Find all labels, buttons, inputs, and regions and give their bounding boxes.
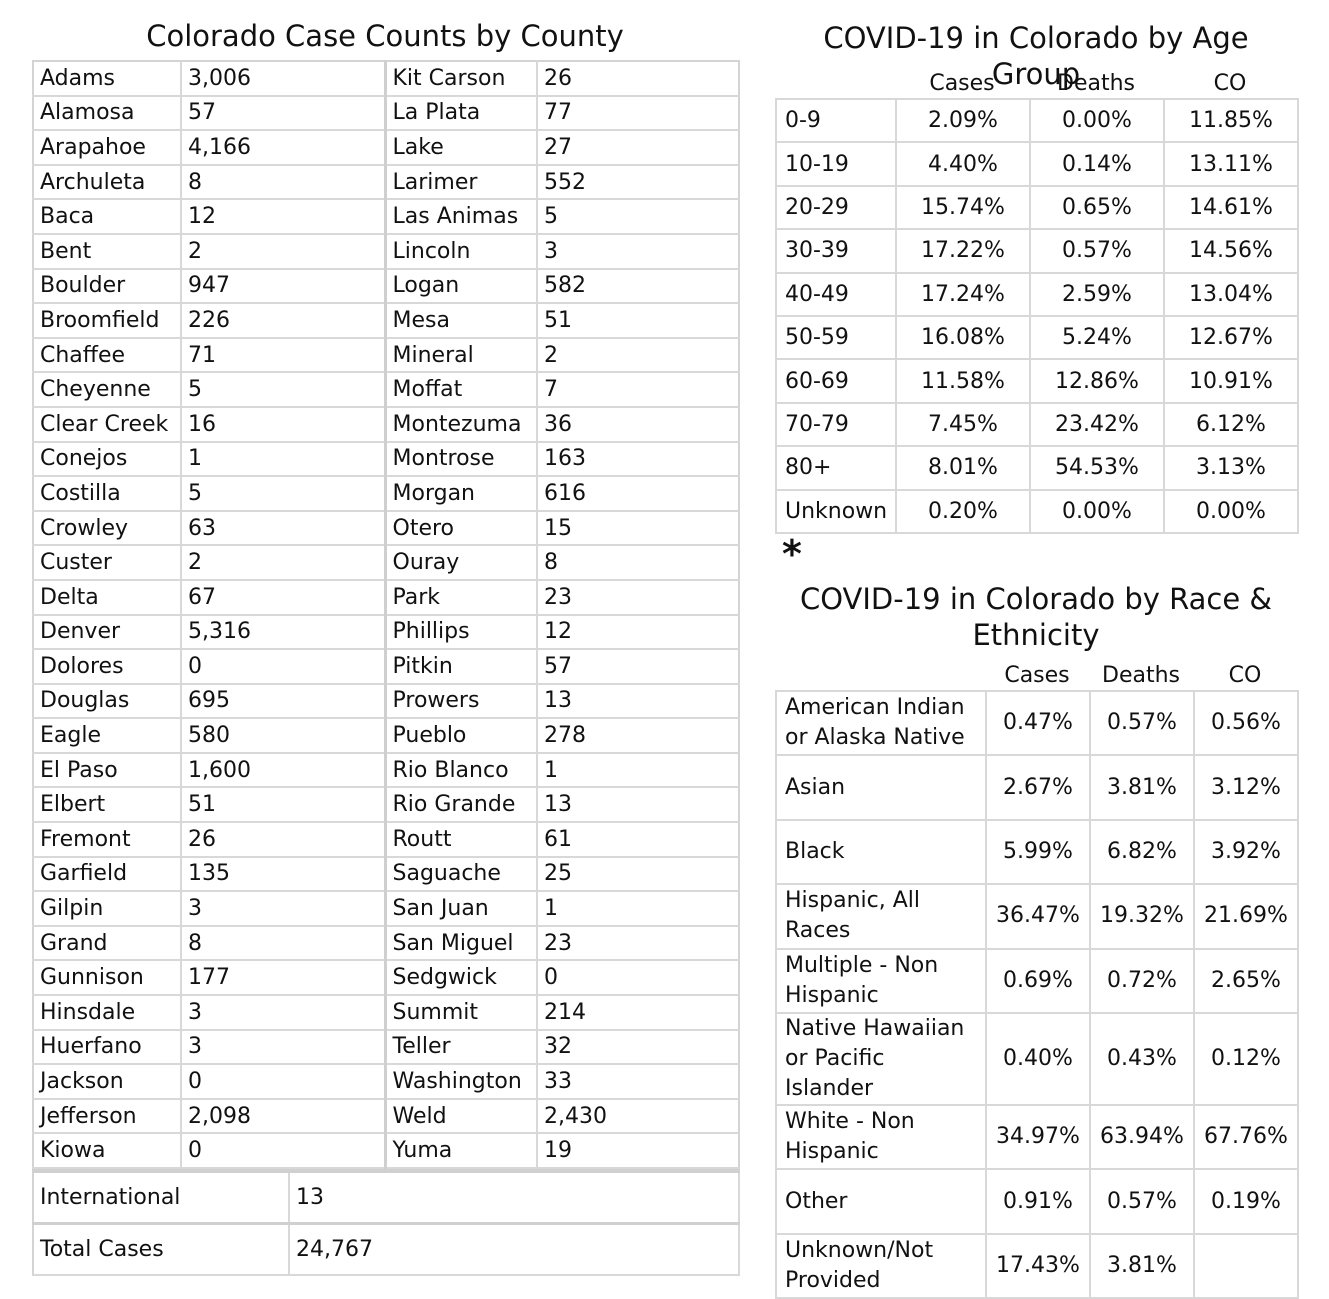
county-cases: 12 [181,199,385,234]
county-cases: 32 [537,1030,739,1065]
county-cases: 552 [537,165,739,200]
county-row [33,857,739,892]
race-deaths-pct: 3.81% [1090,1234,1194,1298]
race-group-label: Black [776,820,986,884]
county-row [33,1030,739,1065]
age-cases-pct: 0.20% [896,490,1030,533]
county-name: Dolores [33,649,181,684]
age-cases-pct: 8.01% [896,446,1030,489]
county-name: Cheyenne [33,372,181,407]
county-name: Phillips [385,615,537,650]
county-cases: 0 [181,649,385,684]
county-row [33,960,739,995]
county-name: El Paso [33,753,181,788]
county-row [33,718,739,753]
county-row [33,1064,739,1099]
county-name: Logan [385,269,537,304]
county-row [33,407,739,442]
county-cases: 1 [537,891,739,926]
age-co-pct: 14.61% [1164,186,1298,229]
county-name: Sedgwick [385,960,537,995]
race-ethnicity-table [775,690,1299,1299]
international-label: International [33,1171,289,1223]
age-deaths-pct: 0.00% [1030,99,1164,142]
county-name: Otero [385,511,537,546]
county-name: Jackson [33,1064,181,1099]
county-row [33,891,739,926]
county-name: Gilpin [33,891,181,926]
race-group-label: Other [776,1169,986,1233]
county-row [33,61,739,96]
age-co-pct: 12.67% [1164,316,1298,359]
county-name: Morgan [385,476,537,511]
county-cases: 15 [537,511,739,546]
county-cases: 71 [181,338,385,373]
race-group-label: White - Non Hispanic [776,1105,986,1169]
age-group-label: 0-9 [776,99,896,142]
race-co-pct: 21.69% [1194,884,1298,948]
county-name: Washington [385,1064,537,1099]
county-cases: 5 [537,199,739,234]
total-cases-label: Total Cases [33,1223,289,1275]
county-cases: 214 [537,995,739,1030]
age-deaths-pct: 0.00% [1030,490,1164,533]
race-row [776,1013,1298,1105]
county-name: Custer [33,545,181,580]
county-cases: 1 [537,753,739,788]
county-row [33,649,739,684]
age-row [776,446,1298,489]
county-name: Kit Carson [385,61,537,96]
race-deaths-pct: 0.43% [1090,1013,1194,1105]
county-cases: 3 [181,995,385,1030]
race-row [776,755,1298,819]
race-deaths-pct: 63.94% [1090,1105,1194,1169]
county-name: Kiowa [33,1133,181,1168]
age-row [776,359,1298,402]
county-name: Routt [385,822,537,857]
county-name: Costilla [33,476,181,511]
county-cases: 3 [181,891,385,926]
age-cases-pct: 11.58% [896,359,1030,402]
county-name: Broomfield [33,303,181,338]
county-cases: 582 [537,269,739,304]
county-cases: 77 [537,96,739,131]
county-row [33,545,739,580]
age-deaths-pct: 0.57% [1030,229,1164,272]
age-row [776,316,1298,359]
age-group-label: 20-29 [776,186,896,229]
county-cases: 5 [181,476,385,511]
race-cases-pct: 0.47% [986,691,1090,755]
county-cases: 8 [181,165,385,200]
county-row [33,926,739,961]
age-group-label: 50-59 [776,316,896,359]
race-group-label: American Indian or Alaska Native [776,691,986,755]
race-group-label: Unknown/Not Provided [776,1234,986,1298]
county-cases: 8 [537,545,739,580]
age-deaths-pct: 0.14% [1030,142,1164,185]
county-row [33,753,739,788]
age-group-label: 80+ [776,446,896,489]
age-row [776,403,1298,446]
race-deaths-pct: 0.72% [1090,949,1194,1013]
race-co-pct: 67.76% [1194,1105,1298,1169]
county-name: Pueblo [385,718,537,753]
race-header-cases: Cases [1004,663,1070,688]
county-cases: 33 [537,1064,739,1099]
race-row [776,949,1298,1013]
county-name: Chaffee [33,338,181,373]
county-name: Las Animas [385,199,537,234]
race-co-pct: 0.19% [1194,1169,1298,1233]
age-row [776,186,1298,229]
county-cases: 2 [181,545,385,580]
county-row [33,199,739,234]
county-cases: 4,166 [181,130,385,165]
county-name: Fremont [33,822,181,857]
county-name: Hinsdale [33,995,181,1030]
county-row [33,338,739,373]
county-name: La Plata [385,96,537,131]
county-cases: 3 [537,234,739,269]
county-name: Elbert [33,787,181,822]
county-cases: 67 [181,580,385,615]
race-group-label: Multiple - Non Hispanic [776,949,986,1013]
county-name: Summit [385,995,537,1030]
race-row [776,1105,1298,1169]
county-name: Baca [33,199,181,234]
race-group-label: Asian [776,755,986,819]
county-name: San Miguel [385,926,537,961]
age-cases-pct: 17.24% [896,273,1030,316]
race-deaths-pct: 3.81% [1090,755,1194,819]
race-deaths-pct: 19.32% [1090,884,1194,948]
county-cases: 23 [537,580,739,615]
county-row [33,615,739,650]
race-cases-pct: 0.91% [986,1169,1090,1233]
county-row [33,130,739,165]
county-cases: 25 [537,857,739,892]
county-name: Lincoln [385,234,537,269]
county-name: Boulder [33,269,181,304]
county-cases: 26 [537,61,739,96]
county-cases: 2 [181,234,385,269]
age-group-table [775,98,1299,534]
county-cases: 7 [537,372,739,407]
race-co-pct [1194,1234,1298,1298]
county-cases: 947 [181,269,385,304]
county-row [33,442,739,477]
county-name: Moffat [385,372,537,407]
county-row [33,165,739,200]
county-cases: 51 [181,787,385,822]
race-cases-pct: 0.40% [986,1013,1090,1105]
international-row [33,1171,739,1223]
county-cases: 0 [181,1133,385,1168]
age-group-label: 60-69 [776,359,896,402]
race-row [776,1234,1298,1298]
age-co-pct: 14.56% [1164,229,1298,272]
age-co-pct: 10.91% [1164,359,1298,402]
international-value: 13 [289,1171,739,1223]
county-row [33,1133,739,1168]
county-name: Larimer [385,165,537,200]
race-row [776,1169,1298,1233]
race-co-pct: 3.92% [1194,820,1298,884]
county-name: Weld [385,1099,537,1134]
age-group-label: 40-49 [776,273,896,316]
race-header-deaths: Deaths [1102,663,1180,688]
county-cases: 616 [537,476,739,511]
county-cases: 23 [537,926,739,961]
county-name: Teller [385,1030,537,1065]
age-co-pct: 6.12% [1164,403,1298,446]
race-deaths-pct: 6.82% [1090,820,1194,884]
county-cases: 1 [181,442,385,477]
county-name: Rio Grande [385,787,537,822]
county-name: Grand [33,926,181,961]
race-row [776,884,1298,948]
county-cases: 2 [537,338,739,373]
race-row [776,820,1298,884]
race-deaths-pct: 0.57% [1090,691,1194,755]
age-header-cases: Cases [929,71,995,96]
county-table-title: Colorado Case Counts by County [146,19,624,53]
race-cases-pct: 36.47% [986,884,1090,948]
race-ethnicity-panel [775,578,1297,1299]
county-name: Alamosa [33,96,181,131]
race-deaths-pct: 0.57% [1090,1169,1194,1233]
age-co-pct: 13.11% [1164,142,1298,185]
age-co-pct: 0.00% [1164,490,1298,533]
county-name: Montrose [385,442,537,477]
age-header-co: CO [1213,71,1247,96]
county-cases: 177 [181,960,385,995]
race-co-pct: 0.56% [1194,691,1298,755]
county-row [33,787,739,822]
county-row [33,580,739,615]
county-name: Clear Creek [33,407,181,442]
county-name: Yuma [385,1133,537,1168]
county-cases: 26 [181,822,385,857]
county-cases: 13 [537,684,739,719]
race-co-pct: 2.65% [1194,949,1298,1013]
county-summary-table [32,1169,740,1276]
county-name: Huerfano [33,1030,181,1065]
race-cases-pct: 2.67% [986,755,1090,819]
age-header-deaths: Deaths [1057,71,1135,96]
county-name: Montezuma [385,407,537,442]
county-name: Delta [33,580,181,615]
county-name: Conejos [33,442,181,477]
race-cases-pct: 0.69% [986,949,1090,1013]
age-row [776,142,1298,185]
county-name: Mineral [385,338,537,373]
county-name: Garfield [33,857,181,892]
county-name: Lake [385,130,537,165]
county-cases: 0 [181,1064,385,1099]
total-cases-row [33,1223,739,1275]
age-cases-pct: 7.45% [896,403,1030,446]
age-cases-pct: 16.08% [896,316,1030,359]
county-name: Mesa [385,303,537,338]
county-name: Rio Blanco [385,753,537,788]
county-cases: 2,098 [181,1099,385,1134]
age-deaths-pct: 12.86% [1030,359,1164,402]
race-co-pct: 3.12% [1194,755,1298,819]
county-cases: 13 [537,787,739,822]
county-cases: 19 [537,1133,739,1168]
county-cases: 2,430 [537,1099,739,1134]
county-cases: 36 [537,407,739,442]
age-cases-pct: 2.09% [896,99,1030,142]
race-table-title: COVID-19 in Colorado by Race & Ethnicity [799,582,1273,652]
county-cases: 63 [181,511,385,546]
race-row [776,691,1298,755]
county-cases: 3 [181,1030,385,1065]
county-name: Jefferson [33,1099,181,1134]
county-row [33,476,739,511]
age-row [776,229,1298,272]
county-name: Saguache [385,857,537,892]
county-name: Gunnison [33,960,181,995]
county-name: San Juan [385,891,537,926]
county-table [32,60,740,1169]
age-co-pct: 13.04% [1164,273,1298,316]
age-group-label: Unknown [776,490,896,533]
county-name: Ouray [385,545,537,580]
county-cases: 5,316 [181,615,385,650]
age-row [776,99,1298,142]
race-header-co: CO [1228,663,1262,688]
age-cases-pct: 15.74% [896,186,1030,229]
county-row [33,995,739,1030]
county-row [33,234,739,269]
county-cases: 16 [181,407,385,442]
county-name: Bent [33,234,181,269]
county-name: Prowers [385,684,537,719]
race-table-header [775,654,1297,690]
age-table-title: COVID-19 in Colorado by Age Group [823,21,1249,91]
county-name: Eagle [33,718,181,753]
county-cases: 8 [181,926,385,961]
county-cases: 27 [537,130,739,165]
age-deaths-pct: 5.24% [1030,316,1164,359]
county-name: Pitkin [385,649,537,684]
age-deaths-pct: 54.53% [1030,446,1164,489]
county-row [33,269,739,304]
age-co-pct: 11.85% [1164,99,1298,142]
age-group-label: 30-39 [776,229,896,272]
county-cases: 1,600 [181,753,385,788]
county-cases: 580 [181,718,385,753]
county-name: Arapahoe [33,130,181,165]
race-group-label: Native Hawaiian or Pacific Islander [776,1013,986,1105]
race-cases-pct: 5.99% [986,820,1090,884]
age-group-label: 70-79 [776,403,896,446]
county-name: Denver [33,615,181,650]
age-cases-pct: 4.40% [896,142,1030,185]
county-name: Archuleta [33,165,181,200]
county-cases: 57 [537,649,739,684]
county-cases: 61 [537,822,739,857]
age-cases-pct: 17.22% [896,229,1030,272]
county-cases: 278 [537,718,739,753]
county-cases: 5 [181,372,385,407]
age-row [776,273,1298,316]
age-row [776,490,1298,533]
asterisk-note-marker: * [782,532,802,576]
county-cases: 57 [181,96,385,131]
county-name: Crowley [33,511,181,546]
age-co-pct: 3.13% [1164,446,1298,489]
age-deaths-pct: 0.65% [1030,186,1164,229]
county-row [33,96,739,131]
race-cases-pct: 34.97% [986,1105,1090,1169]
county-cases: 12 [537,615,739,650]
age-deaths-pct: 23.42% [1030,403,1164,446]
age-group-label: 10-19 [776,142,896,185]
county-row [33,372,739,407]
county-row [33,1099,739,1134]
age-group-panel [775,0,1297,534]
county-row [33,684,739,719]
county-case-panel [32,0,738,1276]
race-cases-pct: 17.43% [986,1234,1090,1298]
county-name: Park [385,580,537,615]
race-co-pct: 0.12% [1194,1013,1298,1105]
county-row [33,822,739,857]
race-group-label: Hispanic, All Races [776,884,986,948]
county-cases: 51 [537,303,739,338]
total-cases-value: 24,767 [289,1223,739,1275]
age-deaths-pct: 2.59% [1030,273,1164,316]
county-cases: 695 [181,684,385,719]
county-cases: 3,006 [181,61,385,96]
county-row [33,511,739,546]
county-name: Douglas [33,684,181,719]
county-cases: 226 [181,303,385,338]
county-cases: 163 [537,442,739,477]
county-row [33,303,739,338]
county-cases: 135 [181,857,385,892]
county-name: Adams [33,61,181,96]
county-cases: 0 [537,960,739,995]
